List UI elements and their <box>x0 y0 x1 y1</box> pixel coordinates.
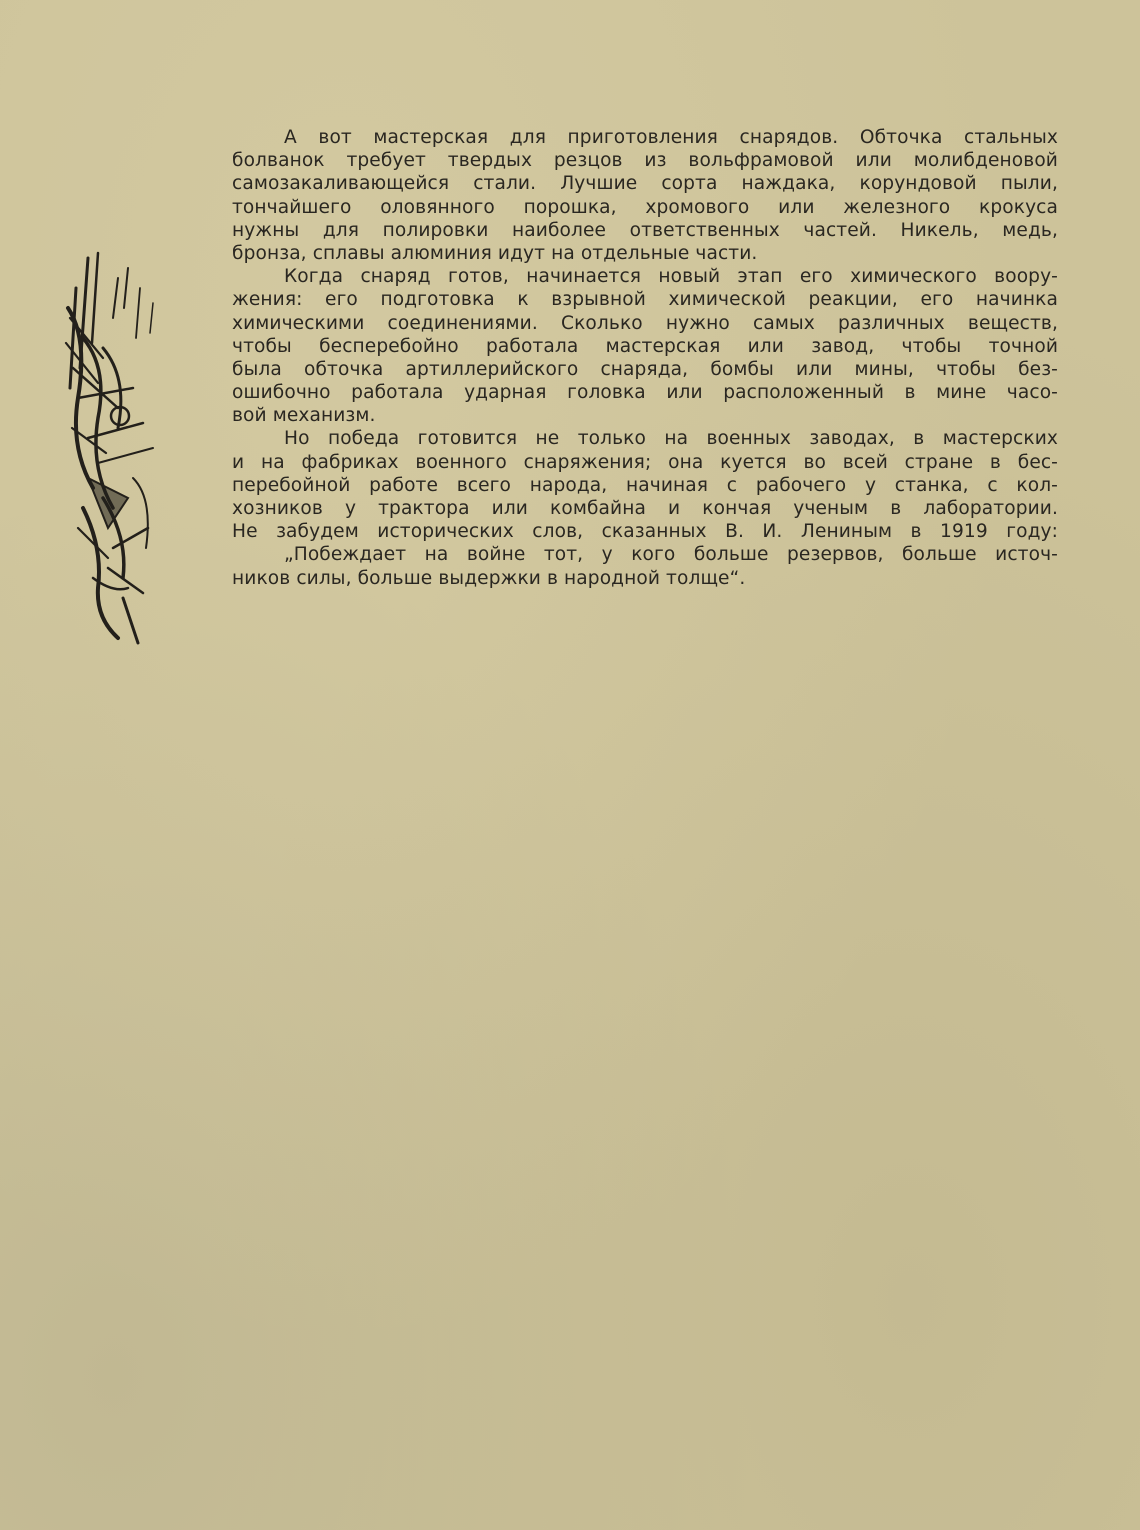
text-line: хозников у трактора или комбайна и кончая ученым в лаборатории. <box>232 498 1058 519</box>
text-line: А вот мастерская для приготовления снарядов. Обточка стальных <box>284 127 1058 148</box>
quote-line: „Побеждает на войне тот, у кого больше резервов, больше источ- <box>284 544 1058 566</box>
text-line: Но победа готовится не только на военных заводах, в мастерских <box>284 428 1058 450</box>
quote-line: ников силы, больше выдержки в народной толще“. <box>232 567 746 589</box>
text-line: химическими соединениями. Сколько нужно самых различных веществ, <box>232 312 1058 334</box>
body-text <box>232 126 1058 590</box>
text-line: перебойной работе всего народа, начиная с рабочего у станка, с кол- <box>232 474 1058 496</box>
text-line: самозакаливающейся стали. Лучшие сорта наждака, корундовой пыли, <box>232 173 1058 195</box>
text-line: чтобы бесперебойно работала мастерская или завод, чтобы точной <box>232 335 1058 357</box>
text-line: жения: его подготовка к взрывной химической реакции, его начинка <box>232 289 1058 311</box>
text-line: Когда снаряд готов, начинается новый этап его химического воору- <box>284 266 1058 288</box>
ink-sketch-illustration <box>58 248 178 648</box>
text-line: и на фабриках военного снаряжения; она куется во всей стране в бес- <box>232 451 1058 473</box>
text-line: нужны для полировки наиболее ответственных частей. Никель, медь, <box>232 219 1058 241</box>
text-line: ошибочно работала ударная головка или расположенный в мине часо- <box>232 382 1058 404</box>
text-line: болванок требует твердых резцов из вольфрамовой или молибденовой <box>232 150 1058 172</box>
text-line: вой механизм. <box>232 405 376 427</box>
text-line: тончайшего оловянного порошка, хромового или железного крокуса <box>232 196 1058 218</box>
text-line: Не забудем исторических слов, сказанных В. И. Лениным в 1919 году: <box>232 521 1058 543</box>
text-line: бронза, сплавы алюминия идут на отдельные части. <box>232 242 758 264</box>
text-line: была обточка артиллерийского снаряда, бомбы или мины, чтобы без- <box>232 358 1058 380</box>
